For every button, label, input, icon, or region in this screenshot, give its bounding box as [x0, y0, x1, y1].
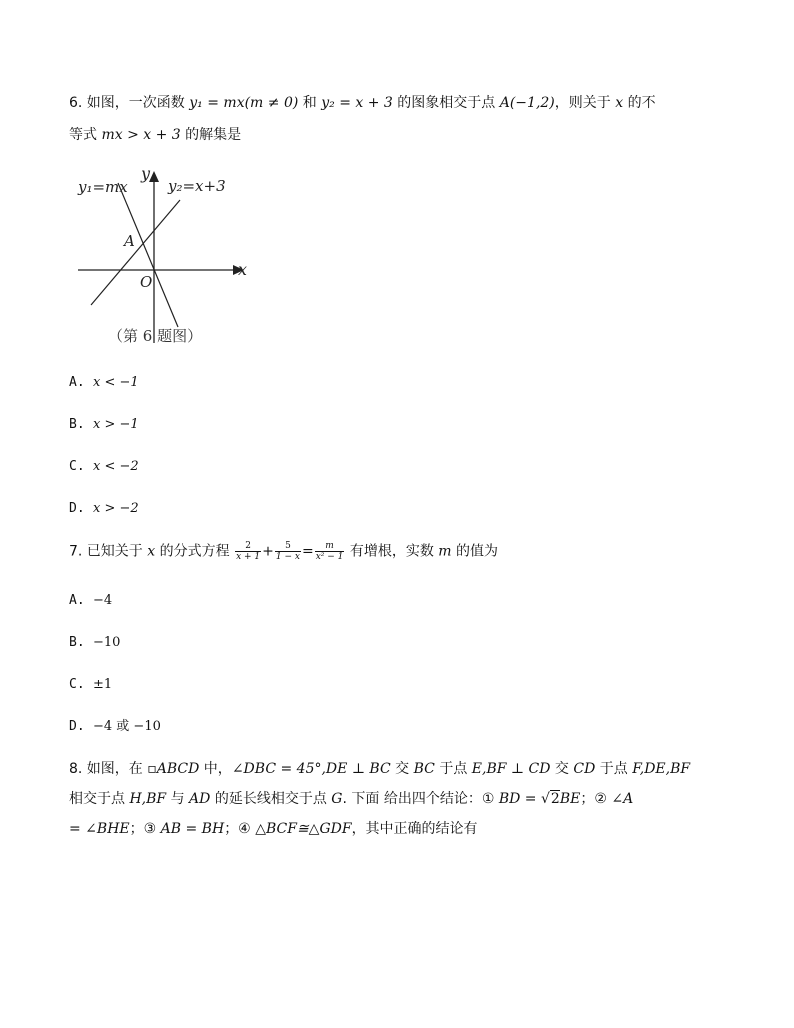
q7-option-c[interactable]: [69, 675, 112, 695]
q6-text: ，则关于: [554, 95, 616, 111]
q8-point-h: H,BF: [129, 791, 167, 807]
q8-text: ，其中正确的结论有: [351, 821, 478, 837]
q6-line-1: [69, 93, 656, 113]
q8-text: ；③: [129, 821, 161, 837]
q6-option-a[interactable]: [69, 373, 139, 393]
q8-parallelogram: ▫ABCD: [147, 761, 200, 777]
q6-text: 的图象相交于点: [392, 95, 500, 111]
label-axis-x: x: [238, 260, 248, 279]
q8-congruence: △BCF≅△GDF: [255, 821, 352, 837]
q8-line-2: [69, 789, 633, 809]
fraction-denominator: x + 1: [236, 552, 261, 562]
q8-points: F,DE,BF: [632, 761, 691, 777]
q7-fraction-1: [235, 541, 261, 562]
q6-text: 的不: [623, 95, 656, 111]
sqrt-icon: √2: [540, 791, 560, 807]
q6-text: 等式: [69, 127, 102, 143]
q8-point-g: G: [331, 791, 343, 807]
q8-angle-a: ∠A: [611, 791, 634, 807]
option-value: x > −1: [93, 417, 139, 432]
fraction-numerator: m: [315, 541, 345, 552]
q6-point-a: A(−1,2): [499, 95, 555, 111]
fraction-denominator: x² − 1: [315, 552, 344, 562]
q6-option-d[interactable]: [69, 499, 139, 519]
label-y1: y₁=mx: [78, 178, 128, 196]
q8-text: 8. 如图，在: [69, 761, 148, 777]
q8-segment-bc: BC: [413, 761, 435, 777]
q7-option-b[interactable]: [69, 633, 120, 653]
q8-text: 于点: [595, 761, 633, 777]
q7-text: 有增根，实数: [345, 543, 439, 560]
option-label: A.: [69, 593, 85, 608]
fraction-numerator: 2: [235, 541, 261, 552]
option-value: x < −1: [93, 375, 139, 390]
q8-segment-be: BE: [559, 791, 581, 807]
label-axis-y: y: [141, 164, 151, 183]
q7-text: 的分式方程: [155, 543, 235, 560]
q8-text: 中，: [199, 761, 232, 777]
label-y2: y₂=x+3: [168, 177, 226, 195]
q6-inequality: mx > x + 3: [101, 127, 181, 143]
q8-ab-bh: AB = BH: [160, 821, 225, 837]
q8-segment-ad: AD: [189, 791, 211, 807]
option-label: D.: [69, 719, 85, 734]
q7-plus: +: [262, 543, 274, 560]
option-value: ±1: [93, 677, 113, 692]
figure-caption: （第 6 题图）: [108, 327, 203, 345]
q7-fraction-2: [275, 541, 301, 562]
q6-option-c[interactable]: [69, 457, 139, 477]
line-y1: [118, 183, 178, 327]
q8-text: ；④: [224, 821, 256, 837]
q6-text: 6. 如图，一次函数: [69, 95, 190, 111]
fraction-numerator: 5: [275, 541, 301, 552]
q7-var-m: m: [438, 543, 452, 560]
q8-angle-condition: ∠DBC = 45°,DE ⊥ BC: [231, 761, 391, 777]
q8-text: ；②: [580, 791, 612, 807]
q8-perp-condition: E,BF ⊥ CD: [471, 761, 551, 777]
q8-text: 与: [166, 791, 190, 807]
line-y2: [91, 200, 180, 305]
option-value: −4 或 −10: [93, 719, 161, 734]
y-axis-arrow-icon: [149, 171, 159, 182]
option-label: B.: [69, 417, 85, 432]
q7-line-1: [69, 541, 498, 562]
option-value: x > −2: [93, 501, 139, 516]
option-label: D.: [69, 501, 85, 516]
q8-line-1: [69, 759, 690, 779]
q8-text: 交: [390, 761, 414, 777]
q7-var-x: x: [147, 543, 156, 560]
q7-option-d[interactable]: [69, 717, 161, 737]
q8-text: 交: [550, 761, 574, 777]
q6-var-x: x: [615, 95, 624, 111]
q8-text: . 下面 给出四个结论：①: [342, 791, 499, 807]
q6-option-b[interactable]: [69, 415, 139, 435]
q8-bd-equation: BD =: [498, 791, 541, 807]
option-value: x < −2: [93, 459, 139, 474]
option-label: A.: [69, 375, 85, 390]
q8-line-3: [69, 819, 478, 839]
q7-option-a[interactable]: [69, 591, 112, 611]
q8-text: 的延长线相交于点: [210, 791, 332, 807]
label-origin: O: [140, 273, 153, 291]
q6-line-2: [69, 125, 241, 145]
q6-formula-y1: y₁ = mx(m ≠ 0): [189, 95, 299, 111]
q7-equals: =: [301, 543, 314, 560]
option-label: C.: [69, 677, 85, 692]
q6-text: 和: [298, 95, 322, 111]
q7-fraction-3: [315, 541, 345, 562]
q8-angle-bhe: = ∠BHE: [69, 821, 130, 837]
option-value: −10: [93, 635, 121, 650]
sqrt-radicand: 2: [550, 791, 560, 807]
q8-text: 于点: [434, 761, 472, 777]
q8-text: 相交于点: [69, 791, 130, 807]
q6-figure: [72, 163, 252, 348]
q6-formula-y2: y₂ = x + 3: [321, 95, 393, 111]
label-point-a: A: [124, 232, 135, 250]
option-label: C.: [69, 459, 85, 474]
option-label: B.: [69, 635, 85, 650]
q6-text: 的解集是: [180, 127, 242, 143]
fraction-denominator: 1 − x: [275, 552, 300, 562]
q7-text: 的值为: [451, 543, 499, 560]
q7-text: 7. 已知关于: [69, 543, 148, 560]
option-value: −4: [93, 593, 113, 608]
q8-segment-cd: CD: [573, 761, 596, 777]
